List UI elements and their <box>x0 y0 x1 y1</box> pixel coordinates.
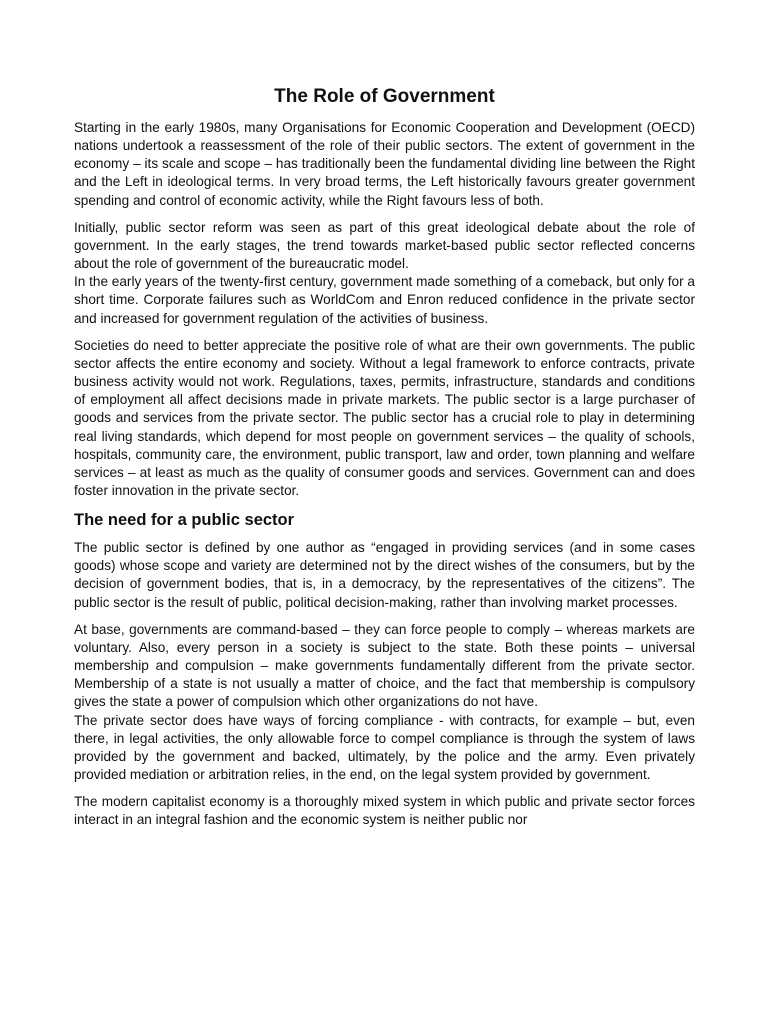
section-heading-public-sector: The need for a public sector <box>74 511 295 530</box>
document-title: The Role of Government <box>274 86 495 107</box>
paragraph-public-sector-reform: Initially, public sector reform was seen as part of this great ideological debate about the role of government. In the early stages, the trend towards market-based public sector reflected concerns about the role of government of the bureaucratic model. <box>74 219 695 272</box>
paragraph-public-sector-definition: The public sector is defined by one author as “engaged in providing services (and in some cases goods) whose scope and variety are determined not by the direct wishes of the consumers, but by the decision of government bodies, that is, in a democracy, by the representatives of the citizens”. The public sector is the result of public, political decision-making, rather than involving market processes. <box>74 540 695 610</box>
paragraph-positive-role: Societies do need to better appreciate the positive role of what are their own governments. The public sector affects the entire economy and society. Without a legal framework to enforce contracts, private business activity would not work. Regulations, taxes, permits, infrastructure, standards and conditions of employment all affect decisions made in private markets. The public sector is a large purchaser of goods and services from the private sector. The public sector has a crucial role to play in determining real living standards, which depend for most people on government services – the quality of schools, hospitals, community care, the environment, public transport, law and order, town planning and welfare services – at least as much as the quality of consumer goods and services. Government can and does foster innovation in the private sector. <box>74 337 695 498</box>
paragraph-twenty-first-century: In the early years of the twenty-first century, government made something of a comeback, but only for a short time. Corporate failures such as WorldCom and Enron reduced confidence in the private sector and increased for government regulation of the activities of business. <box>74 274 695 326</box>
paragraph-mixed-economy: The modern capitalist economy is a thoroughly mixed system in which public and private sector forces interact in an integral fashion and the economic system is neither public nor <box>74 794 695 828</box>
paragraph-command-based: At base, governments are command-based – they can force people to comply – whereas markets are voluntary. Also, every person in a society is subject to the state. Both these points – universal membership and compulsion – make governments fundamentally different from the private sector. Membership of a state is not usually a matter of choice, and the fact that membership is compulsory gives the state a power of compulsion which other organizations do not have. <box>74 621 695 710</box>
paragraph-private-compliance: The private sector does have ways of forcing compliance - with contracts, for example – but, even there, in legal activities, the only allowable force to compel compliance is through the system of laws provided by the government and backed, ultimately, by the police and the army. Even privately provided mediation or arbitration relies, in the end, on the legal system provided by government. <box>74 712 695 782</box>
document-page <box>74 84 695 838</box>
paragraph-oecd-reassessment: Starting in the early 1980s, many Organisations for Economic Cooperation and Development (OECD) nations undertook a reassessment of the role of their public sectors. The extent of government in the economy – its scale and scope – has traditionally been the fundamental dividing line between the Right and the Left in ideological terms. In very broad terms, the Left historically favours greater government spending and control of economic activity, while the Right favours less of both. <box>74 120 695 208</box>
